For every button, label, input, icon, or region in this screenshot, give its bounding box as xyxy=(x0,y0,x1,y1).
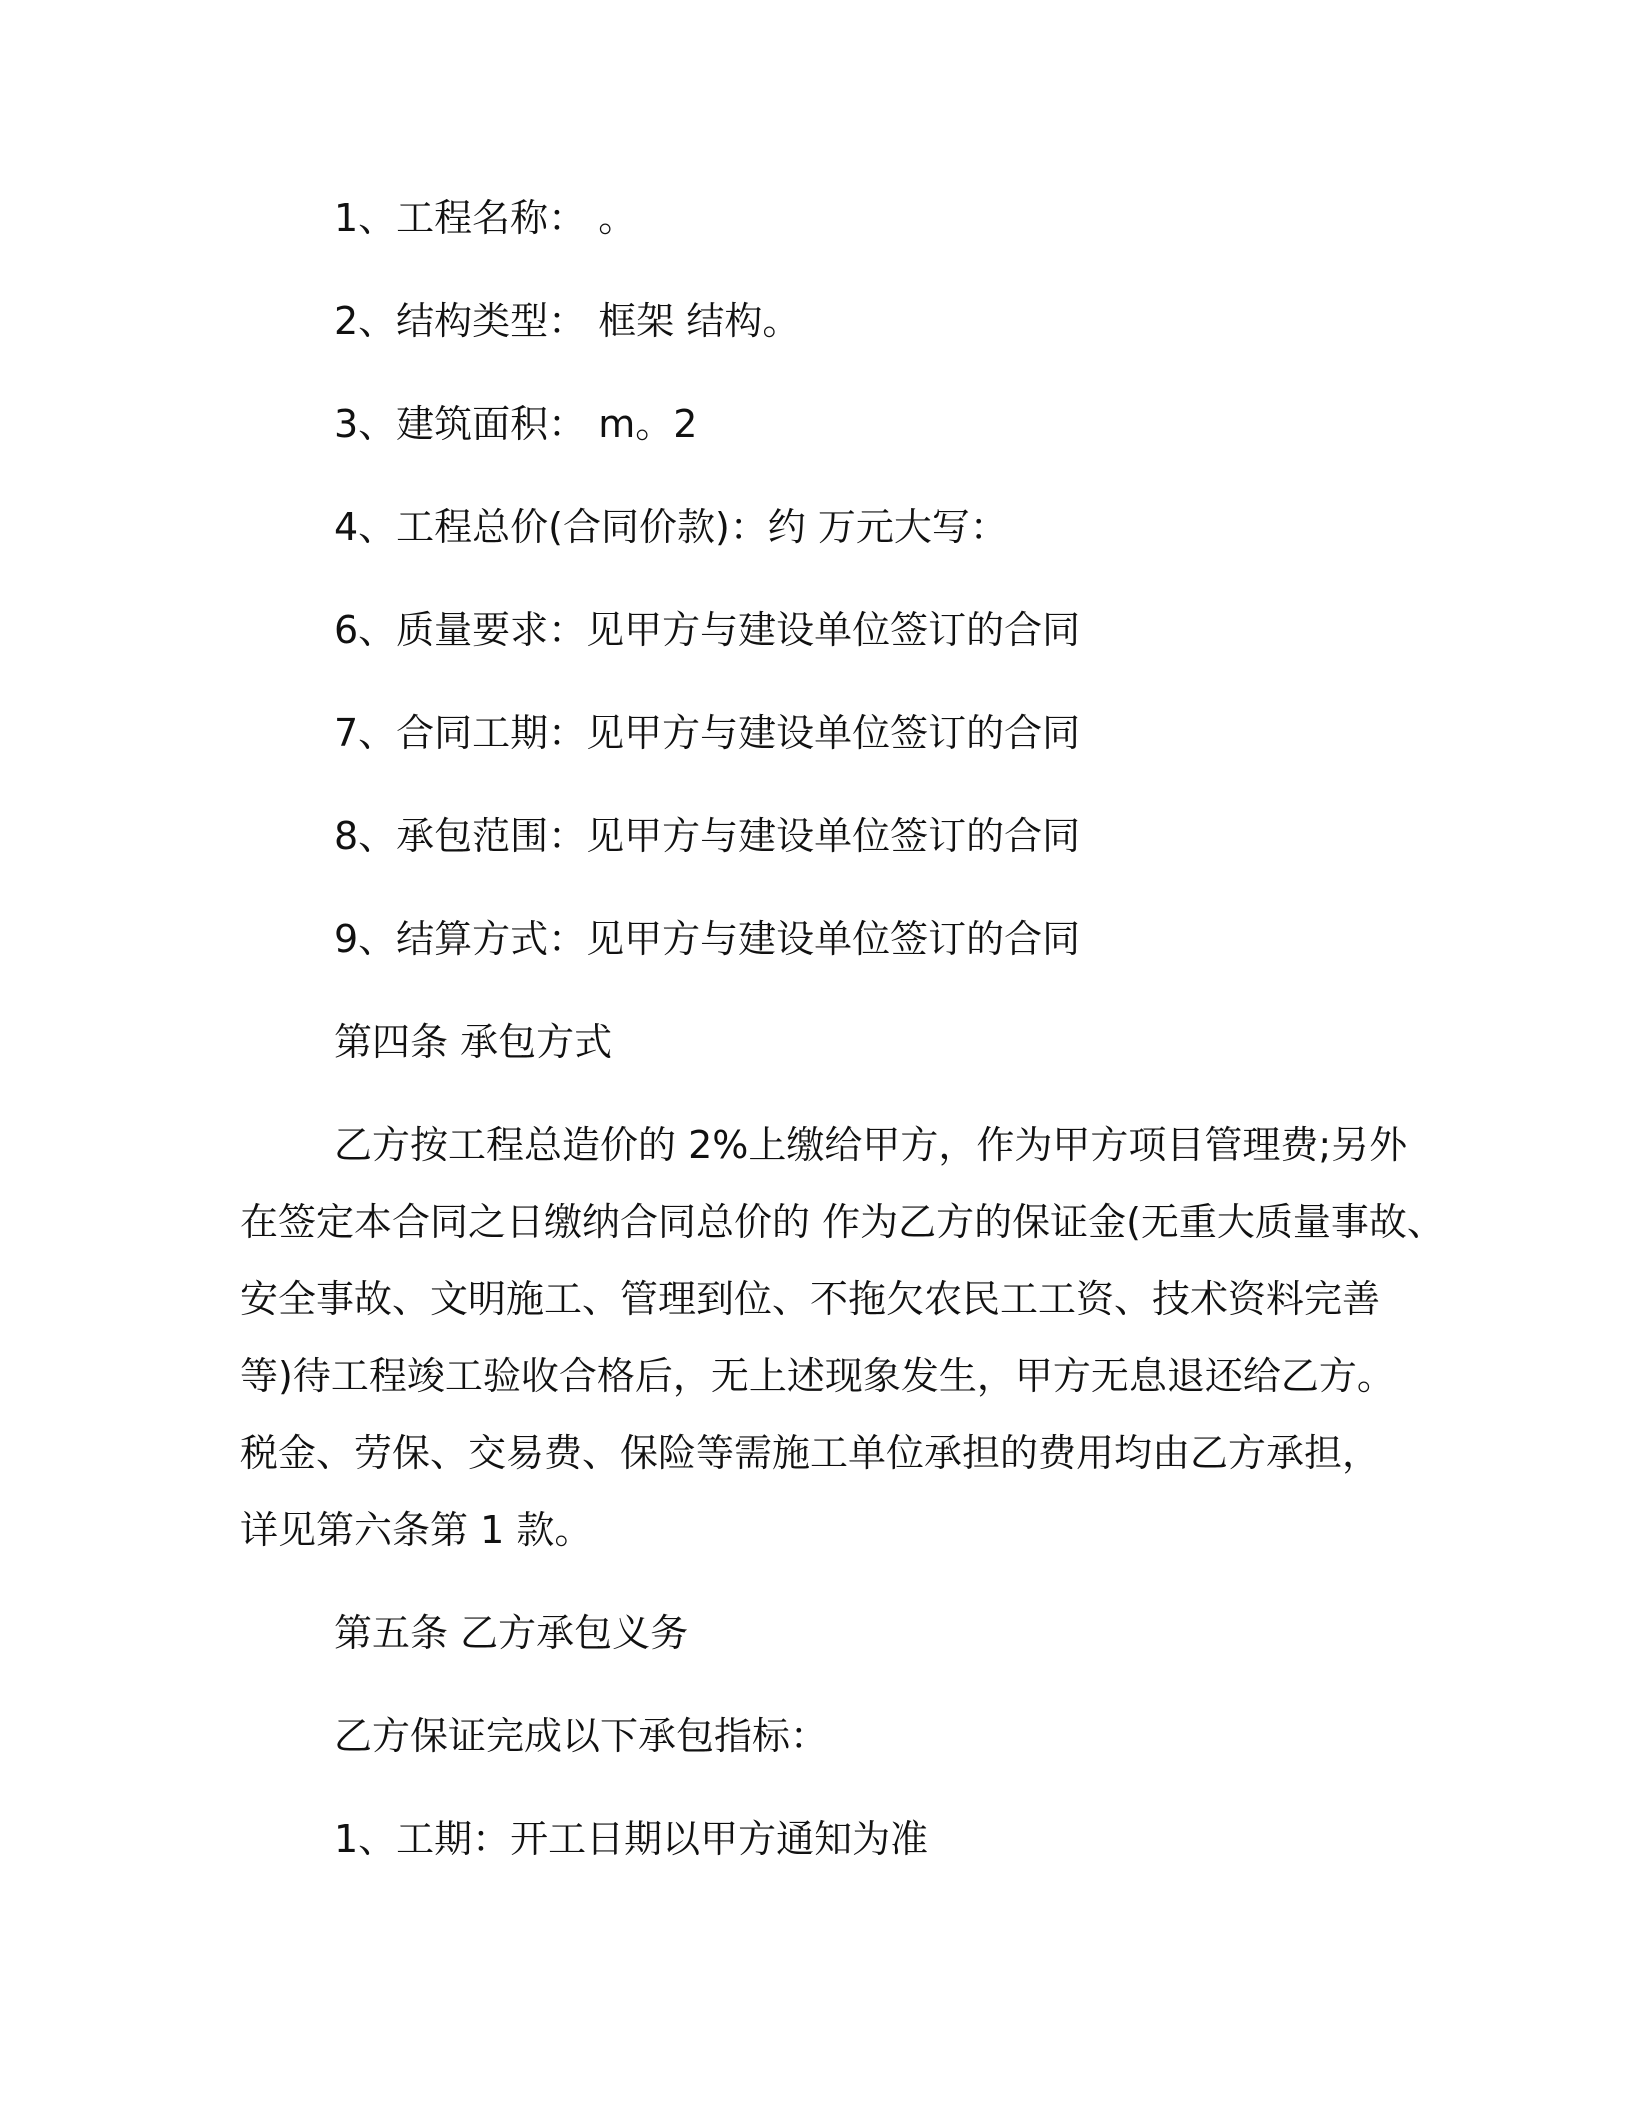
item-project-name: 1、工程名称： 。 xyxy=(334,196,637,240)
article5-heading: 第五条 乙方承包义务 xyxy=(334,1611,689,1655)
item-quality-requirement: 6、质量要求：见甲方与建设单位签订的合同 xyxy=(334,608,1081,652)
article5-item-construction-period: 1、工期：开工日期以甲方通知为准 xyxy=(334,1817,929,1861)
article4-paragraph-line: 详见第六条第 1 款。 xyxy=(240,1508,593,1552)
article4-paragraph-line: 在签定本合同之日缴纳合同总价的 作为乙方的保证金(无重大质量事故、 xyxy=(240,1200,1445,1244)
article5-intro: 乙方保证完成以下承包指标： xyxy=(334,1714,829,1758)
article4-paragraph-line: 等)待工程竣工验收合格后，无上述现象发生，甲方无息退还给乙方。 xyxy=(240,1354,1395,1398)
article4-paragraph-line: 乙方按工程总造价的 2%上缴给甲方，作为甲方项目管理费;另外 xyxy=(334,1123,1408,1167)
item-settlement-method: 9、结算方式：见甲方与建设单位签订的合同 xyxy=(334,917,1081,961)
item-total-price: 4、工程总价(合同价款)：约 万元大写： xyxy=(334,505,1008,549)
article4-heading: 第四条 承包方式 xyxy=(334,1020,613,1064)
item-building-area: 3、建筑面积： m。2 xyxy=(334,402,698,446)
item-structure-type: 2、结构类型： 框架 结构。 xyxy=(334,299,801,343)
item-contract-scope: 8、承包范围：见甲方与建设单位签订的合同 xyxy=(334,814,1081,858)
article4-paragraph-line: 税金、劳保、交易费、保险等需施工单位承担的费用均由乙方承担， xyxy=(240,1431,1381,1475)
article4-paragraph-line: 安全事故、文明施工、管理到位、不拖欠农民工工资、技术资料完善 xyxy=(240,1277,1381,1321)
item-contract-period: 7、合同工期：见甲方与建设单位签订的合同 xyxy=(334,711,1081,755)
